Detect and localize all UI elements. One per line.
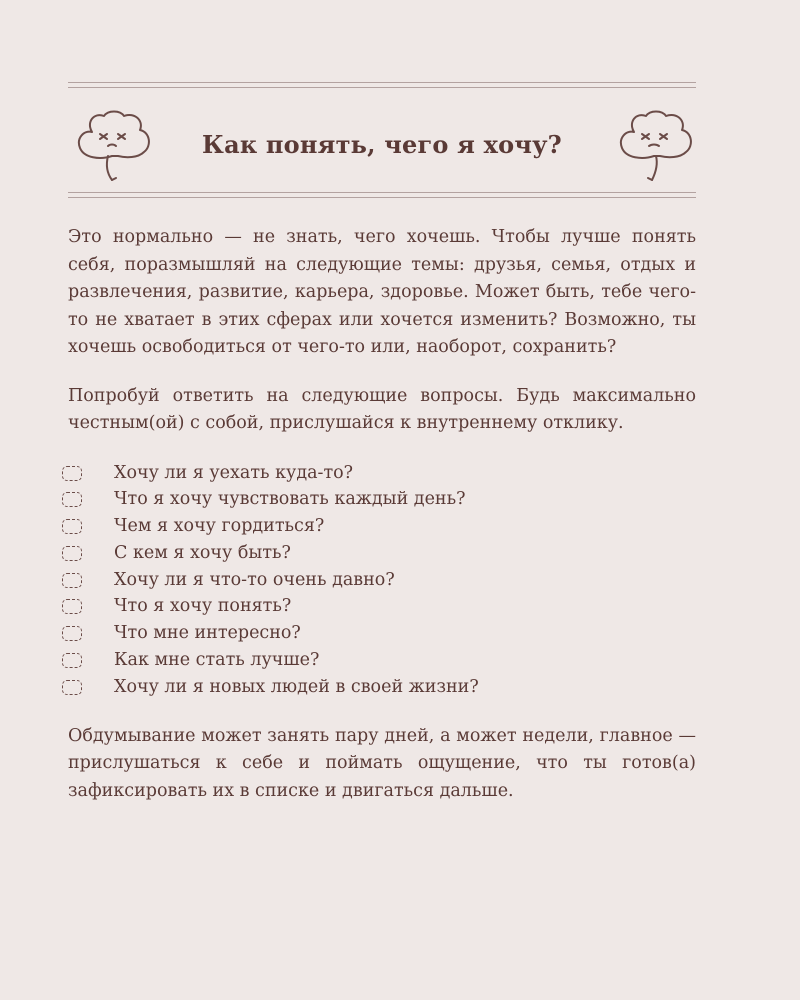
question-list <box>68 460 696 701</box>
question-text: Хочу ли я новых людей в своей жизни? <box>114 676 479 697</box>
bottom-double-rule <box>68 192 696 198</box>
question-text: С кем я хочу быть? <box>114 542 291 563</box>
checkbox-icon[interactable] <box>62 653 82 668</box>
header <box>68 88 696 192</box>
question-item <box>68 567 696 594</box>
prompt-paragraph: Попробуй ответить на следующие вопросы. Будь максимально честным(ой) с собой, прислушайся к внутреннему отклику. <box>68 385 696 433</box>
checkbox-icon[interactable] <box>62 519 82 534</box>
question-text: Что я хочу чувствовать каждый день? <box>114 489 466 510</box>
question-text: Хочу ли я что-то очень давно? <box>114 569 395 590</box>
question-item <box>68 513 696 540</box>
page-title: Как понять, чего я хочу? <box>202 130 562 159</box>
page <box>68 82 696 805</box>
checkbox-icon[interactable] <box>62 626 82 641</box>
question-item <box>68 486 696 513</box>
question-item <box>68 540 696 567</box>
clover-face-icon <box>612 106 696 186</box>
checkbox-icon[interactable] <box>62 492 82 507</box>
intro-paragraph: Это нормально — не знать, чего хочешь. Чтобы лучше понять себя, поразмышляй на следующие темы: друзья, семья, отдых и развлечения, развитие, карьера, здоровье. Может быть, тебе чего-то не хватает в этих сферах или хочется изменить? Возможно, ты хочешь освободиться от чего-то или, наоборот, сохранить? <box>68 227 696 357</box>
checkbox-icon[interactable] <box>62 546 82 561</box>
checkbox-icon[interactable] <box>62 573 82 588</box>
question-item <box>68 620 696 647</box>
question-text: Что мне интересно? <box>114 623 301 644</box>
question-item <box>68 460 696 487</box>
question-item <box>68 674 696 701</box>
question-text: Что я хочу понять? <box>114 596 292 617</box>
question-item <box>68 593 696 620</box>
checkbox-icon[interactable] <box>62 466 82 481</box>
checkbox-icon[interactable] <box>62 680 82 695</box>
question-text: Как мне стать лучше? <box>114 650 320 671</box>
checkbox-icon[interactable] <box>62 599 82 614</box>
outro-paragraph: Обдумывание может занять пару дней, а может недели, главное — прислушаться к себе и поймать ощущение, что ты готов(а) зафиксировать их в списке и двигаться дальше. <box>68 725 696 801</box>
question-text: Чем я хочу гордиться? <box>114 516 325 537</box>
question-item <box>68 647 696 674</box>
question-text: Хочу ли я уехать куда-то? <box>114 462 354 483</box>
